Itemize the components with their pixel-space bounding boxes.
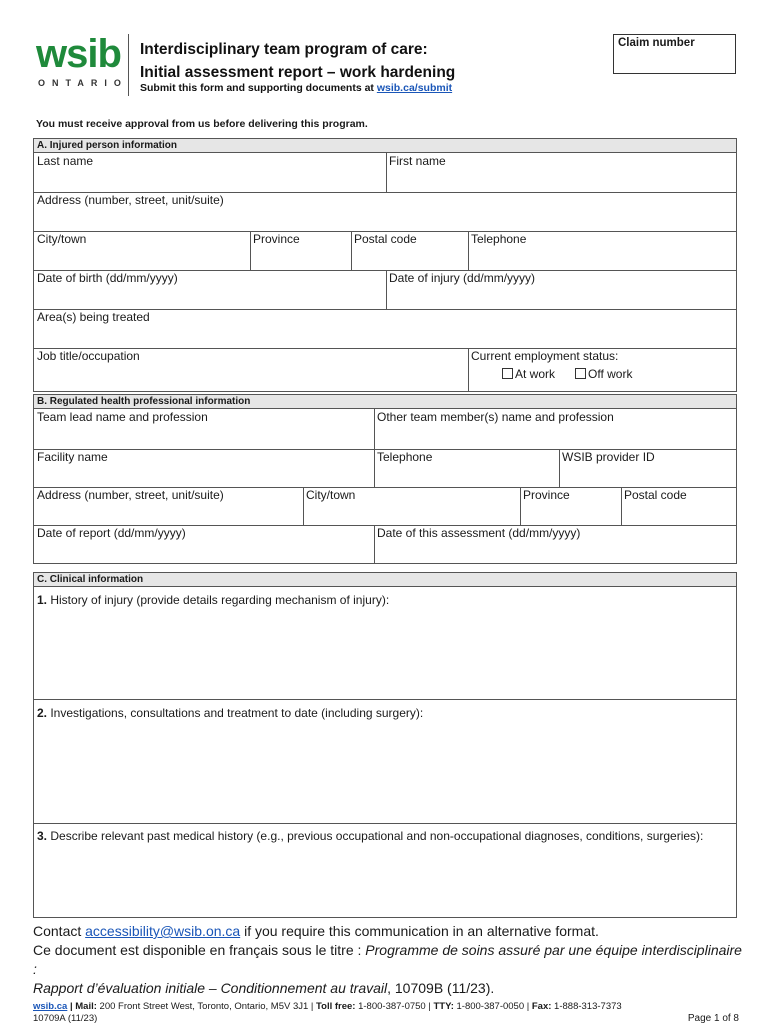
site-link[interactable]: wsib.ca [33, 1001, 68, 1012]
q2-text: Investigations, consultations and treatment to date (including surgery): [47, 706, 424, 720]
employment-status-label: Current employment status: [471, 349, 619, 363]
divider [374, 409, 375, 449]
page-number: Page 1 of 8 [687, 1013, 739, 1024]
divider [386, 153, 387, 192]
divider [374, 525, 375, 564]
telephone-field[interactable]: Telephone [471, 232, 527, 246]
title-line-1: Interdisciplinary team program of care: [140, 41, 428, 58]
approval-notice: You must receive approval from us before delivering this program. [36, 118, 368, 130]
other-members-field[interactable]: Other team member(s) name and profession [377, 410, 614, 424]
areas-treated-field[interactable]: Area(s) being treated [37, 310, 150, 324]
tollfree-number: 1-800-387-0750 | [355, 1001, 434, 1012]
section-b-heading: B. Regulated health professional information [34, 395, 736, 409]
claim-number-field[interactable] [613, 34, 736, 74]
form-code-line [33, 1013, 743, 1024]
logo-wordmark: wsib [36, 32, 121, 76]
team-lead-field[interactable]: Team lead name and profession [37, 410, 208, 424]
at-work-label: At work [515, 367, 556, 381]
province-field[interactable]: Province [253, 232, 300, 246]
divider [250, 231, 251, 270]
off-work-option[interactable] [575, 367, 632, 381]
city-field[interactable]: City/town [37, 232, 87, 246]
section-a-heading: A. Injured person information [34, 139, 736, 153]
tollfree-label: Toll free: [316, 1001, 356, 1012]
facility-city-field[interactable]: City/town [306, 488, 356, 502]
fr-title-1: Programme de soins assuré par une équipe interdisciplinaire : [33, 942, 742, 977]
q2-number: 2. [37, 706, 48, 720]
accessibility-note [33, 922, 743, 941]
facility-address-field[interactable]: Address (number, street, unit/suite) [37, 488, 224, 502]
wsib-logo [36, 32, 128, 90]
logo-subtext: ONTARIO [38, 78, 128, 88]
first-name-field[interactable]: First name [389, 154, 446, 168]
facility-telephone-field[interactable]: Telephone [377, 450, 433, 464]
fax-number: 1-888-313-7373 [551, 1001, 622, 1012]
history-of-injury-field[interactable] [37, 593, 389, 607]
section-c-heading: C. Clinical information [34, 573, 736, 587]
date-of-report-field[interactable]: Date of report (dd/mm/yyyy) [37, 526, 186, 540]
divider [374, 449, 375, 487]
facility-province-field[interactable]: Province [523, 488, 570, 502]
tty-number: 1-800-387-0050 | [453, 1001, 532, 1012]
mail-address: 200 Front Street West, Toronto, Ontario, M5V 3J1 | [96, 1001, 317, 1012]
provider-id-field[interactable]: WSIB provider ID [562, 450, 655, 464]
french-note-line1 [33, 941, 743, 979]
fax-label: Fax: [531, 1001, 552, 1012]
mail-label: | Mail: [67, 1001, 97, 1012]
divider [468, 348, 469, 392]
date-of-birth-field[interactable]: Date of birth (dd/mm/yyyy) [37, 271, 178, 285]
tty-label: TTY: [433, 1001, 454, 1012]
medical-history-field[interactable] [37, 829, 703, 843]
q3-text: Describe relevant past medical history (e.g., previous occupational and non-occupational diagnoses, conditions, surgeries): [47, 829, 704, 843]
q3-number: 3. [37, 829, 48, 843]
facility-postal-code-field[interactable]: Postal code [624, 488, 687, 502]
q1-number: 1. [37, 593, 48, 607]
investigations-label [37, 706, 423, 720]
section-a [33, 138, 737, 392]
page-title [140, 38, 455, 84]
divider [520, 487, 521, 525]
divider [351, 231, 352, 270]
form-code: 10709A (11/23) [33, 1013, 98, 1024]
contact-info-line [33, 1001, 743, 1013]
divider [559, 449, 560, 487]
submit-link[interactable]: wsib.ca/submit [376, 82, 453, 94]
french-note-line2 [33, 979, 743, 998]
divider [621, 487, 622, 525]
address-field[interactable]: Address (number, street, unit/suite) [37, 193, 224, 207]
contact-post: if you require this communication in an alternative format. [240, 923, 599, 939]
divider [303, 487, 304, 525]
date-of-injury-field[interactable]: Date of injury (dd/mm/yyyy) [389, 271, 536, 285]
contact-pre: Contact [33, 923, 86, 939]
postal-code-field[interactable]: Postal code [354, 232, 417, 246]
q1-text: History of injury (provide details regarding mechanism of injury): [47, 593, 390, 607]
job-title-field[interactable]: Job title/occupation [37, 349, 140, 363]
submit-instructions [140, 82, 452, 94]
at-work-option[interactable] [502, 367, 555, 381]
accessibility-email-link[interactable]: accessibility@wsib.on.ca [85, 923, 241, 939]
last-name-field[interactable]: Last name [37, 154, 94, 168]
divider [34, 699, 736, 700]
divider [386, 270, 387, 309]
facility-name-field[interactable]: Facility name [37, 450, 108, 464]
divider [34, 823, 736, 824]
fr-title-2: Rapport d’évaluation initiale – Conditionnement au travail [33, 980, 388, 996]
section-b [33, 394, 737, 564]
footer [33, 922, 743, 1024]
section-c [33, 572, 737, 918]
submit-text: Submit this form and supporting documents at [140, 82, 377, 94]
claim-number-label: Claim number [618, 37, 695, 49]
date-of-assessment-field[interactable]: Date of this assessment (dd/mm/yyyy) [377, 526, 581, 540]
off-work-label: Off work [588, 367, 633, 381]
off-work-checkbox[interactable] [575, 368, 586, 379]
divider [468, 231, 469, 270]
title-line-2: Initial assessment report – work hardening [140, 64, 456, 81]
header-divider [128, 34, 129, 96]
fr-code: , 10709B (11/23). [387, 980, 495, 996]
at-work-checkbox[interactable] [502, 368, 513, 379]
fr-pre: Ce document est disponible en français sous le titre : [33, 942, 366, 958]
